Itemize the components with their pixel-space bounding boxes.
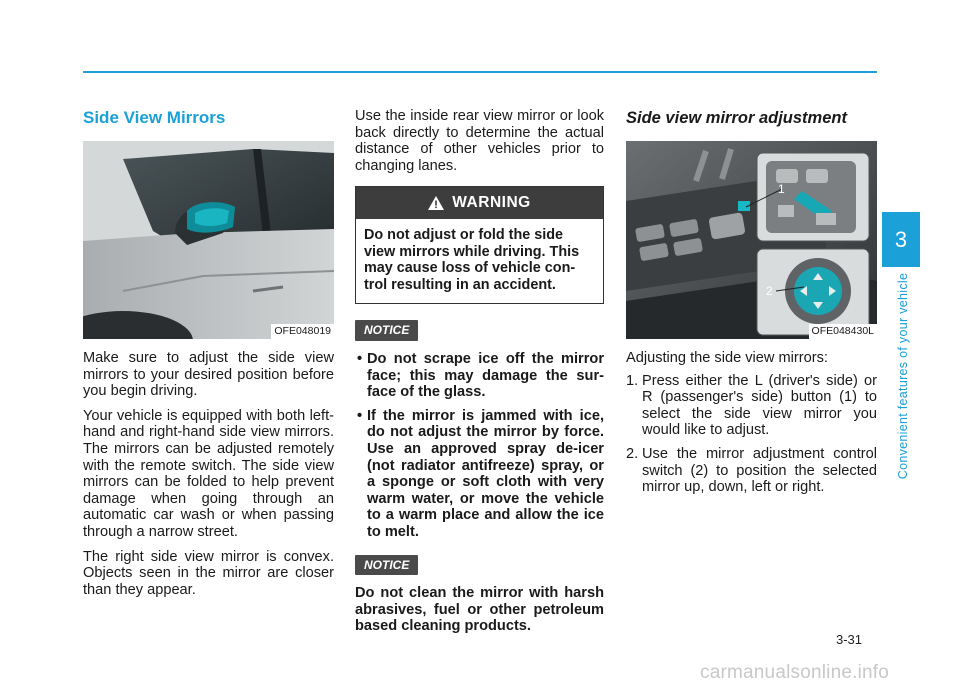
chapter-label-text: Convenient features of your vehicle: [896, 272, 910, 480]
paragraph: The right side view mirror is convex. Objects seen in the mirror are closer than they appear.: [83, 548, 334, 598]
warning-title: WARNING: [452, 194, 531, 212]
notice-badge: NOTICE: [355, 320, 418, 341]
subsection-title: Side view mirror adjustment: [626, 109, 847, 127]
list-item: [626, 373, 877, 439]
steps-list: [626, 373, 877, 496]
middle-column: [355, 108, 604, 643]
warning-header: [356, 187, 603, 219]
car-mirror-illustration: [83, 141, 334, 339]
list-item: [626, 446, 877, 496]
list-item: • If the mirror is jammed with ice, do not adjust the mirror by force. Use an approved spray de-icer (not radiator antifreeze) spray, or a sponge or soft cloth with very warm water, or move the vehicle to a warm place and allow the ice to melt.: [355, 408, 604, 541]
section-title: Side View Mirrors: [83, 108, 226, 127]
step-text: Use the mirror adjustment control switch (2) to position the selected mirror up, down, left or right.: [642, 445, 877, 496]
chapter-tab: 3: [882, 212, 920, 267]
left-column: [83, 108, 334, 606]
notice-bullets: [355, 351, 604, 541]
list-item: • Do not scrape ice off the mirror face; this may damage the sur-face of the glass.: [355, 351, 604, 401]
notice-text: Do not clean the mirror with harsh abrasives, fuel or other petroleum based cleaning products.: [355, 585, 604, 635]
step-number: 2.: [626, 445, 639, 462]
watermark: carmanualsonline.info: [700, 662, 890, 683]
step-number: 1.: [626, 372, 639, 389]
intro-paragraph: Adjusting the side view mirrors:: [626, 350, 828, 366]
figure-code: OFE048019: [271, 324, 334, 339]
paragraph: Make sure to adjust the side view mirrors to your desired position before you begin driving.: [83, 350, 334, 400]
page-number: 3-31: [836, 632, 863, 647]
warning-triangle-icon: [428, 196, 444, 210]
top-rule: [83, 71, 877, 73]
figure-code: OFE048430L: [809, 324, 877, 339]
step-text: Press either the L (driver's side) or R (passenger's side) button (1) to select the side view mirror you would like to adjust.: [642, 372, 877, 439]
car-mirror-figure: [83, 141, 334, 339]
callout-2: 2: [766, 284, 773, 298]
warning-box: [355, 186, 604, 304]
mirror-switch-illustration: [626, 141, 877, 339]
paragraph: Your vehicle is equipped with both left-hand and right-hand side view mirrors. The mirrors can be adjusted remotely with the remote switch. The side view mirrors can be folded to help prevent damage when going through an automatic car wash or when passing through a narrow street.: [83, 407, 334, 540]
callout-1: 1: [778, 182, 785, 196]
warning-text: Do not adjust or fold the side view mirrors while driving. This may cause loss of vehicle con-trol resulting in an accident.: [364, 227, 580, 293]
intro-paragraph: Use the inside rear view mirror or look back directly to determine the actual distance of other vehicles prior to changing lanes.: [355, 108, 604, 174]
right-column: [626, 108, 877, 503]
notice-badge: NOTICE: [355, 555, 418, 576]
mirror-switch-figure: [626, 141, 877, 339]
